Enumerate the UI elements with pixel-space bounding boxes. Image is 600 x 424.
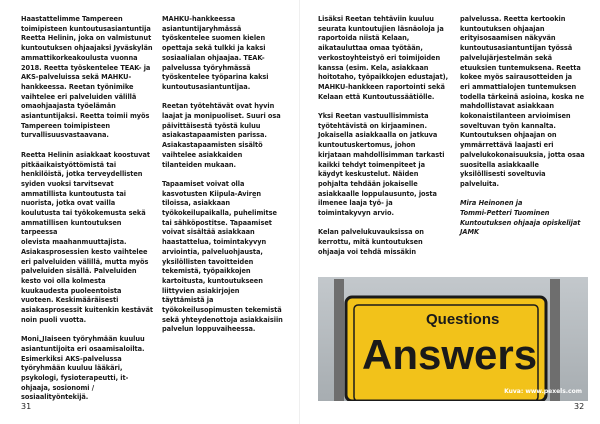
sign-questions-text: Questions	[426, 311, 500, 328]
paragraph: Kelan palvelukuvauksissa on kerrottu, mitä kuntoutuksen ohjaaja voi tehdä missäkin	[318, 228, 424, 256]
questions-answers-sign-photo	[318, 277, 588, 401]
paragraph: Reetta Helinin asiakkaat koostuvat pitkäaikaistyöttömistä tai henkilöistä, jotka terveydellisten syiden vuoksi tarvitsevat ammatillista kuntoutusta tai nuorista, jotka ovat vailla koulutusta tai työkokemusta sekä ammatillisen kuntoutuksen tarpeessa olevista maahanmuuttajista. Asiakasprosessien kesto vaihtelee eri palveluiden välillä, mutta myös palveluiden sisällä. Palveluiden kesto voi olla kolmesta kuukaudesta puoleentoista vuoteen. Keskimääräisesti asiakasprosessit kuitenkin kestävät noin puoli vuotta.	[21, 150, 153, 324]
page-number-left: 31	[21, 402, 32, 411]
paragraph: Haastattelimme Tampereen toimipisteen kuntoutusasiantuntija Reetta Helinin, joka on valmistunut kuntoutuksen ohjaajaksi Jyväskylän ammattikorkeakoulusta vuonna 2018. Reetta työskentelee TEAK- ja AKS-palveluissa sekä MAHKU- hankkeessa. Reetan työnimike vaihtelee eri palveluiden välillä omaohjaajasta työelämän asiantuntijaksi. Reetta toimii myös Tampereen toimipisteen turvallisuusvastaavana.	[21, 15, 153, 140]
page-number-right: 32	[574, 402, 585, 411]
paragraph: Reetan työtehtävät ovat hyvin laajat ja monipuoliset. Suuri osa päivittäisestä työstä kuluu asiakastapaamisten parissa. Asiakastapaamisten sisältö vaihtelee asiakkaiden tilanteiden mukaan.	[162, 102, 281, 169]
photo-credit: Kuva: www.pexels.com	[504, 388, 582, 395]
sign-answers-text: Answers	[362, 331, 538, 378]
sign-illustration	[318, 277, 588, 401]
paragraph: Tapaamiset voivat olla kasvotusten Kiipula-Avire̲n tiloissa, asiakkaan työkokeilupaikalla, puhelimitse tai sähköpostitse. Tapaamiset voivat sisältää asiakkaan haastattelua, toimintakyvyn arviointia, palveluohjausta, yksilöllisten tavoitteiden tekemistä, työpaikkojen kartoitusta, kuntoutukseen liittyvien asiakirjojen täyttämistä ja työkokeilusopimusten tekemistä sekä yhteydenottoja asiakkaisiin palvelun loppuvaiheessa.	[162, 179, 283, 334]
right-page-column-1	[318, 15, 452, 267]
paragraph: Yksi Reetan vastuullisimmista työtehtävistä on kirjaaminen. Jokaisella asiakkaalla on jatkuva kuntoutuskertomus, johon kirjataan mahdollisimman tarkasti kaikki tehdyt toimenpiteet ja käydyt keskustelut. Näiden pohjalta tehdään jokaiselle asiakkaalle loppulausunto, josta ilmenee laaja työ- ja toimintakyvyn arvio.	[318, 112, 445, 218]
right-page-column-2	[460, 15, 588, 238]
paragraph: Moniالaiseen työryhmään kuuluu asiantuntijoita eri osaamisaloilta. Esimerkiksi AKS-palvelussa työryhmään kuuluu lääkäri, psykologi, fysioterapeutti, it- ohjaaja, sosionomi / sosiaalityöntekijä.	[21, 335, 145, 402]
signature-authors: Mira Heinonen ja Tommi-Petteri Tuominen	[460, 199, 550, 218]
paragraph: palvelussa. Reetta kertookin kuntoutuksen ohjaajan erityisosaamisen näkyvän kuntoutusasiantuntijan työssä palvelujärjestelmän sekä etuuksien tuntemuksena. Reetta kokee myös sairausotteiden ja eri ammattialojen tuntemuksen todella tärkeinä asioina, koska ne mahdollistavat asiakkaan kokonaistilanteen arvioimisen soveltuvan työn kannalta. Kuntoutuksen ohjaajan on ymmärrettävä laajasti eri palvelukokonaisuuksia, jotta osaa suositella asiakkaalle yksilöllisesti soveltuvia palveluita.	[460, 15, 585, 188]
paragraph: Lisäksi Reetan tehtäviin kuuluu seurata kuntoutujien läsnäoloja ja raportoida niistä Kelaan, aikatauluttaa omaa työtään, verkostoyhteistyö eri toimijoiden kanssa (esim. Kela, asiakkaan hoitotaho, työpaikkojen edustajat), MAHKU-hankkeen raportointi sekä Kelaan että Kuntoutussäätiölle.	[318, 15, 449, 101]
article-signature	[460, 199, 588, 238]
sign-post-left	[334, 279, 344, 401]
page-gutter	[299, 0, 300, 424]
left-page-column-1	[21, 15, 154, 413]
sign-post-right	[550, 279, 560, 401]
paragraph: MAHKU-hankkeessa asiantuntijaryhmässä työskentelee suomen kielen opettaja sekä tulkki ja kaksi sosiaalialan ohjaajaa. TEAK- palvelussa työryhmässä työskentelee työparina kaksi kuntoutusasiantuntijaa.	[162, 15, 269, 91]
left-page-column-2	[162, 15, 293, 345]
signature-role: Kuntoutuksen ohjaaja opiskelijat JAMK	[460, 218, 581, 237]
